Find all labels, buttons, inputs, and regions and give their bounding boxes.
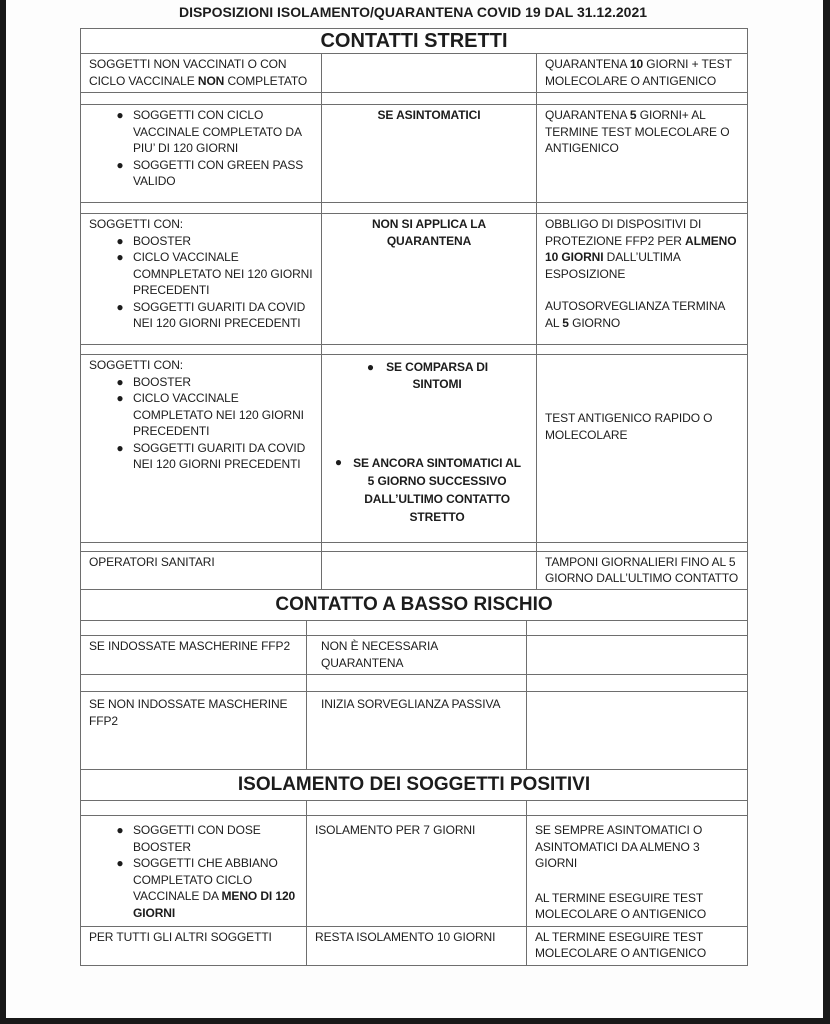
list-item: ● SOGGETTI CHE ABBIANO COMPLETATO CICLO VACCINALE DA MENO DI 120 GIORNI bbox=[107, 855, 298, 921]
section-header-isolamento-positivi bbox=[81, 769, 747, 800]
cell-condition: NON SI APPLICA LA QUARANTENA bbox=[321, 214, 536, 344]
bullet-icon: ● bbox=[116, 856, 124, 870]
section-title: CONTATTI STRETTI bbox=[320, 30, 508, 52]
table-row-booster-no-quarantena bbox=[81, 213, 747, 344]
rule-paragraph: AUTOSORVEGLIANZA TERMINA AL 5 GIORNO bbox=[545, 299, 725, 330]
cell-subject: SE NON INDOSSATE MASCHERINE FFP2 bbox=[89, 697, 288, 728]
cell-rule bbox=[536, 214, 747, 344]
table-row-operatori-sanitari bbox=[81, 551, 747, 589]
cell-detail bbox=[526, 816, 747, 926]
list-intro: SOGGETTI CON: bbox=[89, 358, 184, 372]
bullet-icon: ● bbox=[116, 157, 124, 172]
cell-subject: SE INDOSSATE MASCHERINE FFP2 bbox=[89, 639, 291, 653]
list-item: ● SOGGETTI GUARITI DA COVID NEI 120 GIORNI PRECEDENTI bbox=[107, 440, 313, 473]
bullet-icon: ● bbox=[116, 391, 124, 405]
cell-condition-empty bbox=[321, 552, 536, 589]
bullet-icon: ● bbox=[116, 250, 124, 264]
bullet-icon: ● bbox=[334, 455, 343, 469]
photo-edge-left bbox=[0, 0, 6, 1024]
cell-condition: SE ASINTOMATICI bbox=[321, 105, 536, 202]
list-item: ● CICLO VACCINALE COMPLETATO NEI 120 GIORNI PRECEDENTI bbox=[107, 390, 313, 440]
spacer-row bbox=[81, 674, 747, 691]
table-row-ffp2 bbox=[81, 635, 747, 674]
list-item: ● SOGGETTI GUARITI DA COVID NEI 120 GIORNI PRECEDENTI bbox=[107, 299, 313, 332]
list-intro: SOGGETTI CON: bbox=[89, 217, 184, 231]
table-row-no-ffp2 bbox=[81, 691, 747, 769]
cell-condition-empty bbox=[321, 54, 536, 92]
cell-rule: NON È NECESSARIA QUARANTENA bbox=[306, 636, 526, 674]
cell-subject: PER TUTTI GLI ALTRI SOGGETTI bbox=[89, 929, 272, 944]
cell-subject: OPERATORI SANITARI bbox=[89, 555, 215, 569]
cell-subject bbox=[81, 355, 321, 542]
table-row-altri-soggetti bbox=[81, 926, 747, 965]
cell-rule: TEST ANTIGENICO RAPIDO O MOLECOLARE bbox=[536, 355, 747, 542]
section-header-basso-rischio bbox=[81, 589, 747, 620]
list-item: ● CICLO VACCINALE COMNPLETATO NEI 120 GIORNI PRECEDENTI bbox=[107, 249, 313, 299]
rule-paragraph: SE SEMPRE ASINTOMATICI O ASINTOMATICI DA ALMENO 3 GIORNI bbox=[535, 823, 703, 870]
bullet-icon: ● bbox=[116, 823, 124, 837]
rule-paragraph: OBBLIGO DI DISPOSITIVI DI PROTEZIONE FFP2 PER ALMENO 10 GIORNI DALL’ULTIMA ESPOSIZIONE bbox=[545, 217, 737, 281]
list-item: ● SE COMPARSA DI SINTOMI bbox=[366, 360, 489, 391]
bullet-icon: ● bbox=[116, 108, 124, 122]
cell-rule: TAMPONI GIORNALIERI FINO AL 5 GIORNO DALL’ULTIMO CONTATTO bbox=[536, 552, 747, 589]
section-title: CONTATTO A BASSO RISCHIO bbox=[275, 594, 553, 615]
bullet-icon: ● bbox=[116, 233, 124, 248]
list-item: ● BOOSTER bbox=[107, 374, 313, 391]
spacer-row bbox=[81, 620, 747, 635]
list-item: ● SOGGETTI CON DOSE BOOSTER bbox=[107, 822, 298, 855]
photo-edge-right bbox=[823, 0, 830, 1024]
rule-paragraph: AL TERMINE ESEGUIRE TEST MOLECOLARE O ANTIGENICO bbox=[535, 890, 707, 921]
cell-subject bbox=[81, 214, 321, 344]
bullet-icon: ● bbox=[116, 440, 124, 455]
photo-edge-bottom bbox=[0, 1018, 830, 1024]
spacer-row bbox=[81, 344, 747, 354]
cell-subject bbox=[81, 816, 306, 926]
section-header-contatti-stretti bbox=[81, 29, 747, 53]
cell-rule: QUARANTENA 5 GIORNI+ AL TERMINE TEST MOLECOLARE O ANTIGENICO bbox=[536, 105, 747, 202]
bullet-icon: ● bbox=[116, 299, 124, 314]
list-item: ● SE ANCORA SINTOMATICI AL 5 GIORNO SUCCESSIVO DALL’ULTIMO CONTATTO STRETTO bbox=[334, 455, 521, 524]
cell-rule: INIZIA SORVEGLIANZA PASSIVA bbox=[306, 692, 526, 769]
list-item: ● SOGGETTI CON CICLO VACCINALE COMPLETATO DA PIU’ DI 120 GIORNI bbox=[107, 107, 313, 157]
cell-condition bbox=[321, 355, 536, 542]
rules-table bbox=[80, 28, 748, 966]
cell-rule: QUARANTENA 10 GIORNI + TEST MOLECOLARE O ANTIGENICO bbox=[536, 54, 747, 92]
section-title: ISOLAMENTO DEI SOGGETTI POSITIVI bbox=[237, 774, 591, 795]
list-item: ● BOOSTER bbox=[107, 233, 313, 250]
spacer-row bbox=[81, 542, 747, 551]
table-row-dose-booster bbox=[81, 815, 747, 926]
cell-rule: RESTA ISOLAMENTO 10 GIORNI bbox=[306, 927, 526, 965]
table-row-booster-sintomi bbox=[81, 354, 747, 542]
cell-rule: ISOLAMENTO PER 7 GIORNI bbox=[306, 816, 526, 926]
spacer-row bbox=[81, 202, 747, 213]
cell-empty bbox=[526, 636, 747, 674]
doc-title: DISPOSIZIONI ISOLAMENTO/QUARANTENA COVID 19 DAL 31.12.2021 bbox=[178, 4, 648, 20]
list-item: ● SOGGETTI CON GREEN PASS VALIDO bbox=[107, 157, 313, 190]
cell-subject bbox=[81, 105, 321, 202]
cell-empty bbox=[526, 692, 747, 769]
cell-detail: AL TERMINE ESEGUIRE TEST MOLECOLARE O ANTIGENICO bbox=[526, 927, 747, 965]
spacer-row bbox=[81, 92, 747, 104]
cell-subject: SOGGETTI NON VACCINATI O CON CICLO VACCINALE NON COMPLETATO bbox=[89, 57, 308, 88]
bullet-icon: ● bbox=[116, 374, 124, 389]
bullet-icon: ● bbox=[366, 360, 375, 374]
table-row-non-vaccinati bbox=[81, 53, 747, 92]
spacer-row bbox=[81, 800, 747, 815]
table-row-ciclo-completato-120 bbox=[81, 104, 747, 202]
